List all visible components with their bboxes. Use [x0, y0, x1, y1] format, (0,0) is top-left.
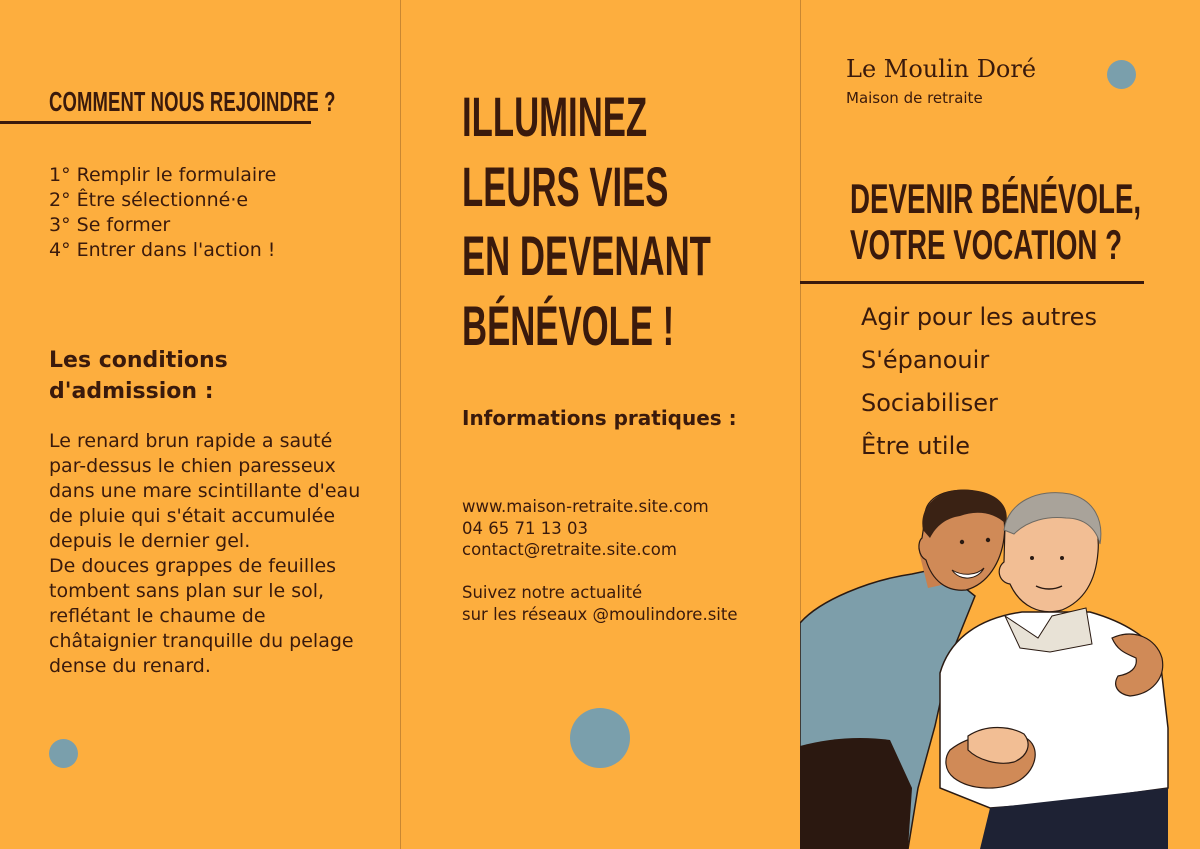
vocation-title-line: DEVENIR BÉNÉVOLE, — [850, 175, 1142, 222]
brand-name: Le Moulin Doré — [846, 55, 1037, 83]
vocation-title-underline — [800, 281, 1144, 284]
conditions-paragraph-1: Le renard brun rapide a sauté par-dessus le chien paresseux dans une mare scintillante d'eau de pluie qui s'était accumulée depuis le dernier gel. — [49, 430, 361, 552]
social-text-line-1: Suivez notre actualité — [462, 583, 643, 602]
benefit-item: Agir pour les autres — [861, 303, 1097, 331]
right-panel — [800, 0, 1200, 849]
decorative-dot — [49, 739, 78, 768]
steps-list — [49, 163, 276, 263]
practical-info-title: Informations pratiques : — [462, 406, 737, 430]
website-link[interactable]: www.maison-retraite.site.com — [462, 497, 709, 516]
spacer — [462, 561, 738, 583]
benefits-list — [861, 296, 1097, 468]
conditions-title: Les conditions d'admission : — [49, 348, 228, 404]
decorative-dot — [1107, 60, 1136, 89]
vocation-title-line: VOTRE VOCATION ? — [850, 221, 1123, 268]
join-title: COMMENT NOUS REJOINDRE ? — [49, 86, 336, 117]
brand-subtitle: Maison de retraite — [846, 89, 983, 107]
benefit-item: Être utile — [861, 432, 971, 460]
phone-number[interactable]: 04 65 71 13 03 — [462, 518, 588, 538]
join-title-underline — [0, 121, 311, 124]
main-headline — [462, 82, 711, 360]
conditions-paragraph-2: De douces grappes de feuilles tombent sans plan sur le sol, reflétant le chaume de châtaignier tranquille du pelage dense du renard. — [49, 555, 354, 677]
step-item: 3° Se former — [49, 214, 171, 236]
step-item: 1° Remplir le formulaire — [49, 164, 277, 186]
step-item: 2° Être sélectionné·e — [49, 189, 249, 211]
headline-line: ILLUMINEZ — [462, 85, 648, 148]
middle-panel — [400, 0, 800, 849]
benefit-item: S'épanouir — [861, 346, 990, 374]
contact-block — [462, 496, 738, 625]
benefit-item: Sociabiliser — [861, 389, 998, 417]
headline-line: EN DEVENANT — [462, 224, 711, 287]
vocation-title — [850, 176, 1141, 268]
volunteer-with-elderly-man-illustration-icon — [800, 488, 1200, 849]
email-link[interactable]: contact@retraite.site.com — [462, 540, 677, 559]
headline-line: BÉNÉVOLE ! — [462, 293, 675, 357]
decorative-dot — [570, 708, 630, 768]
left-panel — [0, 0, 400, 849]
step-item: 4° Entrer dans l'action ! — [49, 239, 276, 261]
headline-line: LEURS VIES — [462, 154, 669, 218]
social-text-line-2: sur les réseaux @moulindore.site — [462, 604, 738, 624]
